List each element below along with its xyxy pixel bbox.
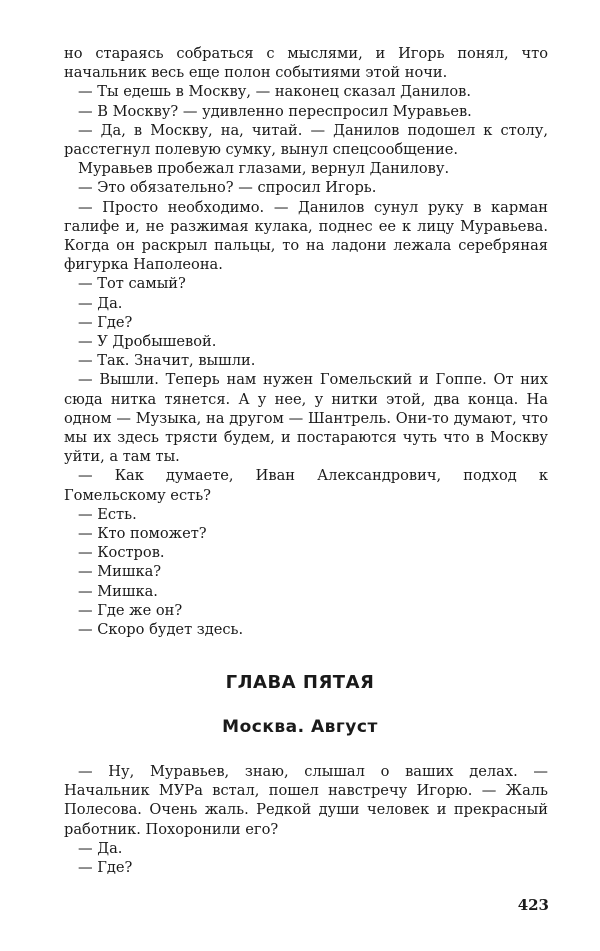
paragraph: — В Москву? — удивленно переспросил Муравьев. — [78, 102, 472, 120]
paragraph: — Да, в Москву, на, читай. — Данилов подошел к столу, расстегнул полевую сумку, вынул спецсообщение. — [64, 121, 548, 159]
paragraph: — Где же он? — [78, 601, 183, 619]
paragraph: — Костров. — [78, 544, 165, 562]
paragraph: — Да. — [78, 839, 123, 857]
paragraph: — Мишка. — [78, 582, 158, 600]
paragraph: — Ты едешь в Москву, — наконец сказал Данилов. — [78, 83, 472, 101]
paragraph: — Где? — [78, 313, 133, 331]
paragraph: — Просто необходимо. — Данилов сунул руку в карман галифе и, не разжимая кулака, поднес ее к лицу Муравьева. Когда он раскрыл пальцы, то на ладони лежала серебряная фигурка Наполеона. — [64, 198, 548, 274]
paragraph: — Скоро будет здесь. — [78, 621, 244, 639]
bottom-text-block — [64, 762, 548, 877]
paragraph: — Да. — [78, 294, 123, 312]
paragraph: — Есть. — [78, 505, 137, 523]
page-number: 423 — [517, 896, 549, 914]
chapter-subtitle: Москва. Август — [222, 717, 378, 737]
paragraph: — Тот самый? — [78, 275, 186, 293]
chapter-title: ГЛАВА ПЯТАЯ — [225, 672, 375, 693]
paragraph: — Мишка? — [78, 563, 162, 581]
paragraph: но стараясь собраться с мыслями, и Игорь понял, что начальник весь еще полон событиями этой ночи. — [64, 45, 548, 82]
paragraph: — Это обязательно? — спросил Игорь. — [78, 179, 377, 197]
paragraph: — Так. Значит, вышли. — [78, 352, 256, 370]
top-text-block — [64, 44, 548, 639]
paragraph: — Вышли. Теперь нам нужен Гомельский и Гоппе. От них сюда нитка тянется. А у нее, у нитки этой, два конца. На одном — Музыка, на другом — Шантрель. Они-то думают, что мы их здесь трясти будем, и постараются чуть что в Москву уйти, а там ты. — [64, 371, 548, 466]
paragraph: Муравьев пробежал глазами, вернул Данилову. — [78, 160, 450, 178]
paragraph: — У Дробышевой. — [78, 333, 217, 351]
paragraph: — Как думаете, Иван Александрович, подход к Гомельскому есть? — [64, 467, 548, 504]
paragraph: — Где? — [78, 859, 133, 877]
paragraph: — Кто поможет? — [78, 525, 207, 543]
paragraph: — Ну, Муравьев, знаю, слышал о ваших делах. — Начальник МУРа встал, пошел навстречу Игорю. — Жаль Полесова. Очень жаль. Редкой души человек и прекрасный работник. Похоронили его? — [64, 763, 548, 838]
